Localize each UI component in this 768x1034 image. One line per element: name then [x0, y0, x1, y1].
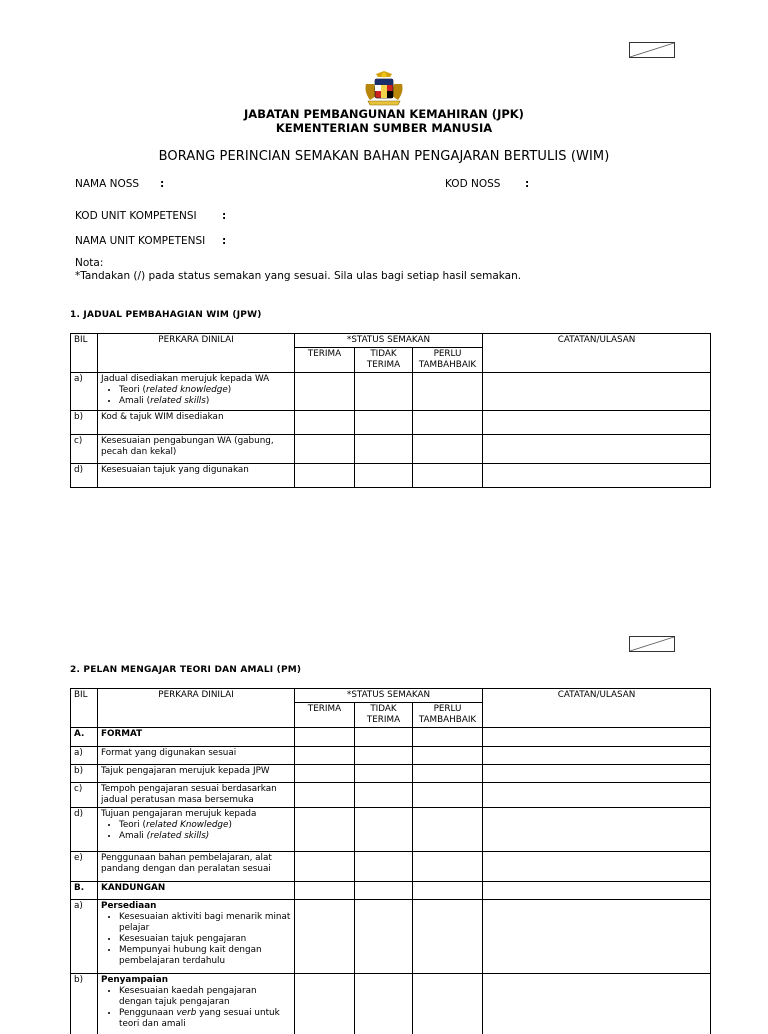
check-terima[interactable] — [295, 808, 355, 852]
field-label: NAMA UNIT KOMPETENSI — [75, 235, 206, 247]
colon: : — [160, 178, 165, 190]
note-label: Nota: — [75, 257, 104, 269]
check-perlu-tambahbaik[interactable] — [413, 882, 483, 900]
table-row — [71, 373, 711, 411]
check-tidak-terima[interactable] — [355, 435, 413, 464]
check-terima[interactable] — [295, 747, 355, 765]
row-text: KANDUNGAN — [98, 882, 295, 900]
header-tidak-terima: TIDAK TERIMA — [355, 703, 413, 728]
row-text: Kesesuaian tajuk yang digunakan — [98, 464, 295, 488]
check-tidak-terima[interactable] — [355, 728, 413, 747]
catatan-cell[interactable] — [483, 747, 711, 765]
bullet-end: ) — [227, 385, 232, 395]
bullet-item — [119, 385, 291, 396]
row-bil: b) — [71, 974, 98, 1034]
check-perlu-tambahbaik[interactable] — [413, 435, 483, 464]
header-perkara: PERKARA DINILAI — [98, 689, 295, 728]
bullet-text: Teori ( — [119, 385, 146, 395]
section-1-table — [70, 333, 711, 488]
colon: : — [525, 178, 530, 190]
row-text: Kod & tajuk WIM disediakan — [98, 411, 295, 435]
table-row — [71, 464, 711, 488]
header-catatan: CATATAN/ULASAN — [483, 334, 711, 373]
section-2-title: 2. PELAN MENGAJAR TEORI DAN AMALI (PM) — [70, 665, 302, 675]
check-tidak-terima[interactable] — [355, 852, 413, 882]
header-status: *STATUS SEMAKAN — [295, 689, 483, 703]
check-terima[interactable] — [295, 900, 355, 974]
bullet-item: • Mempunyai hubung kait dengan pembelajaran terdahulu — [119, 945, 291, 967]
table-row — [71, 900, 711, 974]
field-nama-noss — [75, 178, 139, 190]
table-row — [71, 783, 711, 808]
bullet-italic: related Knowledge — [145, 820, 229, 830]
bullet-end: ) — [228, 820, 232, 830]
check-perlu-tambahbaik[interactable] — [413, 974, 483, 1034]
bullet-end: ) — [205, 396, 210, 406]
check-perlu-tambahbaik[interactable] — [413, 852, 483, 882]
check-terima[interactable] — [295, 765, 355, 783]
check-terima[interactable] — [295, 882, 355, 900]
field-kod-noss — [445, 178, 500, 190]
row-bil: b) — [71, 765, 98, 783]
check-perlu-tambahbaik[interactable] — [413, 411, 483, 435]
header-status: *STATUS SEMAKAN — [295, 334, 483, 348]
field-kod-noss-colon — [525, 178, 529, 190]
row-heading: Persediaan — [101, 901, 157, 911]
bullet-italic: (related skills) — [146, 831, 210, 841]
check-tidak-terima[interactable] — [355, 808, 413, 852]
table-row — [71, 747, 711, 765]
row-bil: A. — [71, 728, 98, 747]
row-bil: c) — [71, 435, 98, 464]
row-text — [98, 373, 295, 411]
form-title: BORANG PERINCIAN SEMAKAN BAHAN PENGAJARAN BERTULIS (WIM) — [158, 149, 610, 164]
field-nama-unit-colon — [222, 235, 226, 247]
row-text: Format yang digunakan sesuai — [98, 747, 295, 765]
check-tidak-terima[interactable] — [355, 373, 413, 411]
table-row — [71, 765, 711, 783]
row-bullets — [101, 986, 291, 1030]
bullet-text: Penggunaan — [119, 1008, 177, 1018]
check-tidak-terima[interactable] — [355, 464, 413, 488]
row-bil: d) — [71, 808, 98, 852]
check-terima[interactable] — [295, 783, 355, 808]
field-kod-unit — [75, 210, 197, 222]
row-bil: B. — [71, 882, 98, 900]
header-bil: BIL — [71, 689, 98, 728]
catatan-cell[interactable] — [483, 882, 711, 900]
row-text: Tempoh pengajaran sesuai berdasarkan jadual peratusan masa bersemuka — [98, 783, 295, 808]
row-bil: a) — [71, 373, 98, 411]
header-catatan: CATATAN/ULASAN — [483, 689, 711, 728]
table-header-row — [71, 334, 711, 348]
row-heading: Penyampaian — [101, 975, 168, 985]
bullet-text: Amali ( — [119, 396, 151, 406]
bullet-italic: related knowledge — [145, 385, 228, 395]
check-perlu-tambahbaik[interactable] — [413, 900, 483, 974]
catatan-cell[interactable] — [483, 373, 711, 411]
row-text: Kesesuaian pengabungan WA (gabung, pecah dan kekal) — [98, 435, 295, 464]
row-text: FORMAT — [98, 728, 295, 747]
colon: : — [222, 235, 227, 247]
bullet-item — [119, 831, 291, 842]
check-tidak-terima[interactable] — [355, 747, 413, 765]
field-kod-unit-colon — [222, 210, 226, 222]
check-perlu-tambahbaik[interactable] — [413, 783, 483, 808]
catatan-cell[interactable] — [483, 411, 711, 435]
page-number-box-2 — [629, 636, 675, 652]
page-number-box — [629, 42, 675, 58]
check-perlu-tambahbaik[interactable] — [413, 728, 483, 747]
bullet-italic: related skills — [150, 396, 206, 406]
check-terima[interactable] — [295, 974, 355, 1034]
catatan-cell[interactable] — [483, 435, 711, 464]
catatan-cell[interactable] — [483, 808, 711, 852]
check-terima[interactable] — [295, 464, 355, 488]
check-perlu-tambahbaik[interactable] — [413, 373, 483, 411]
check-perlu-tambahbaik[interactable] — [413, 747, 483, 765]
bullet-item — [119, 396, 291, 407]
catatan-cell[interactable] — [483, 852, 711, 882]
header-terima: TERIMA — [295, 348, 355, 373]
group-row-format — [71, 728, 711, 747]
check-tidak-terima[interactable] — [355, 411, 413, 435]
catatan-cell[interactable] — [483, 974, 711, 1034]
row-bil: d) — [71, 464, 98, 488]
check-perlu-tambahbaik[interactable] — [413, 464, 483, 488]
table-row — [71, 411, 711, 435]
section-2-table — [70, 688, 711, 1034]
row-text — [98, 900, 295, 974]
bullet-text: Amali — [119, 831, 147, 841]
bullet-item: • Kesesuaian tajuk pengajaran — [119, 934, 291, 945]
row-text — [98, 808, 295, 852]
catatan-cell[interactable] — [483, 765, 711, 783]
header-perlu-tambahbaik: PERLU TAMBAHBAIK — [413, 348, 483, 373]
catatan-cell[interactable] — [483, 900, 711, 974]
row-bil: e) — [71, 852, 98, 882]
field-label: KOD NOSS — [445, 178, 501, 190]
header-perlu-tambahbaik: PERLU TAMBAHBAIK — [413, 703, 483, 728]
field-nama-unit — [75, 235, 205, 247]
section-1-title: 1. JADUAL PEMBAHAGIAN WIM (JPW) — [70, 310, 262, 320]
check-terima[interactable] — [295, 728, 355, 747]
bullet-item: • Kesesuaian kaedah pengajaran dengan tajuk pengajaran — [119, 986, 291, 1008]
organization-name: JABATAN PEMBANGUNAN KEMAHIRAN (JPK) — [244, 107, 524, 121]
check-tidak-terima[interactable] — [355, 882, 413, 900]
row-text: Tajuk pengajaran merujuk kepada JPW — [98, 765, 295, 783]
header-terima: TERIMA — [295, 703, 355, 728]
header-perkara: PERKARA DINILAI — [98, 334, 295, 373]
bullet-item — [119, 820, 291, 831]
check-terima[interactable] — [295, 852, 355, 882]
check-tidak-terima[interactable] — [355, 783, 413, 808]
bullet-text: Teori ( — [119, 820, 146, 830]
table-row — [71, 974, 711, 1034]
row-bil: b) — [71, 411, 98, 435]
catatan-cell[interactable] — [483, 464, 711, 488]
bullet-item — [119, 1008, 291, 1030]
bullet-end: yang sesuai untuk teori dan amali — [119, 1008, 280, 1029]
table-row — [71, 808, 711, 852]
ministry-name: KEMENTERIAN SUMBER MANUSIA — [275, 121, 493, 135]
group-row-kandungan — [71, 882, 711, 900]
row-bullets — [101, 820, 291, 842]
note — [75, 257, 521, 283]
check-tidak-terima[interactable] — [355, 974, 413, 1034]
row-main-text: Jadual disediakan merujuk kepada WA — [101, 374, 270, 384]
table-header-row — [71, 689, 711, 703]
check-tidak-terima[interactable] — [355, 765, 413, 783]
table-row — [71, 852, 711, 882]
coat-of-arms-icon — [362, 70, 406, 106]
field-nama-noss-colon — [160, 178, 164, 190]
colon: : — [222, 210, 227, 222]
row-text — [98, 974, 295, 1034]
row-bil: a) — [71, 900, 98, 974]
row-text: Penggunaan bahan pembelajaran, alat pandang dengan dan peralatan sesuai — [98, 852, 295, 882]
row-bullets — [101, 912, 291, 967]
header-tidak-terima: TIDAK TERIMA — [355, 348, 413, 373]
table-row — [71, 435, 711, 464]
note-text: *Tandakan (/) pada status semakan yang sesuai. Sila ulas bagi setiap hasil semakan. — [75, 270, 522, 282]
check-perlu-tambahbaik[interactable] — [413, 765, 483, 783]
row-main-text: Tujuan pengajaran merujuk kepada — [101, 809, 257, 819]
row-bil: a) — [71, 747, 98, 765]
catatan-cell[interactable] — [483, 728, 711, 747]
check-terima[interactable] — [295, 373, 355, 411]
check-terima[interactable] — [295, 411, 355, 435]
row-bullets — [101, 385, 291, 407]
bullet-italic: verb — [176, 1008, 197, 1018]
check-perlu-tambahbaik[interactable] — [413, 808, 483, 852]
catatan-cell[interactable] — [483, 783, 711, 808]
header-bil: BIL — [71, 334, 98, 373]
bullet-item: • Kesesuaian aktiviti bagi menarik minat pelajar — [119, 912, 291, 934]
row-bil: c) — [71, 783, 98, 808]
field-label: NAMA NOSS — [75, 178, 140, 190]
field-label: KOD UNIT KOMPETENSI — [75, 210, 197, 222]
check-tidak-terima[interactable] — [355, 900, 413, 974]
check-terima[interactable] — [295, 435, 355, 464]
